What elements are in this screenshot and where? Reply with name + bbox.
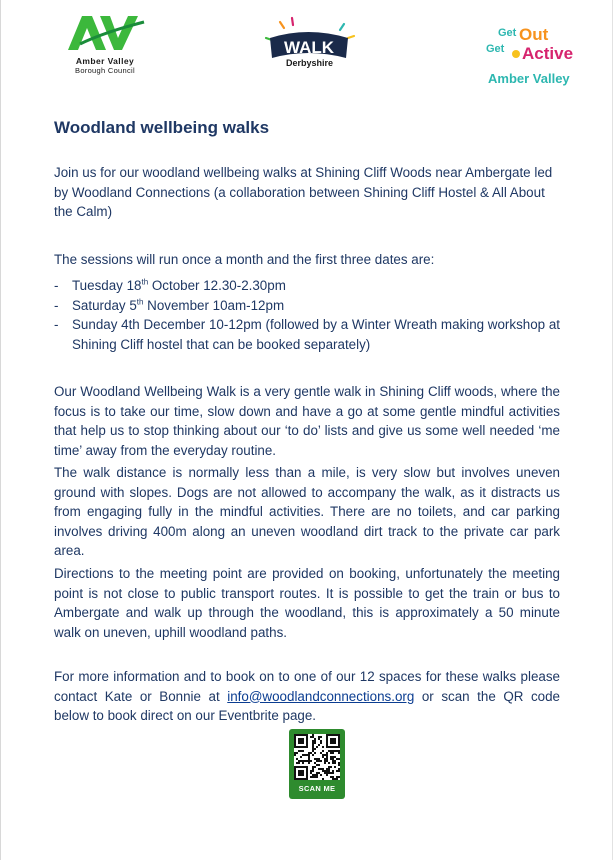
- amber-valley-mark-icon: [60, 14, 150, 56]
- amber-valley-council: Borough Council: [75, 66, 135, 75]
- goa-out: Out: [519, 25, 549, 44]
- qr-matrix: [294, 734, 340, 780]
- list-dash: -: [54, 297, 59, 313]
- date-text: Tuesday 18: [72, 278, 142, 293]
- date-time: October 12.30-2.30pm: [148, 278, 286, 293]
- date-text: Sunday 4th December 10-12pm (followed by a Winter Wreath making workshop at Shining Cliff hostel that can be booked separately): [72, 317, 560, 352]
- list-dash: -: [54, 317, 59, 332]
- amber-valley-logo: [60, 14, 150, 84]
- document-title: Woodland wellbeing walks: [54, 118, 270, 137]
- qr-code-icon: [294, 734, 340, 780]
- goa-get-1: Get: [498, 27, 517, 39]
- list-item: [54, 296, 560, 316]
- goa-active: Active: [522, 44, 574, 63]
- list-dash: -: [54, 278, 59, 293]
- qr-code[interactable]: [289, 729, 345, 799]
- date-text: Saturday 5: [72, 297, 137, 313]
- list-item: [54, 315, 560, 354]
- intro-paragraph: Join us for our woodland wellbeing walks at Shining Cliff Woods near Ambergate led by Woodland Connections (a collaboration between Shining Cliff Hostel & All About the Calm): [54, 165, 553, 219]
- walk-mark-text: WALK: [283, 38, 335, 57]
- sun-icon: [512, 50, 520, 58]
- booking-info-paragraph: [54, 667, 560, 726]
- date-ordinal: th: [136, 297, 144, 307]
- walk-distance-paragraph: The walk distance is normally less than a mile, is very slow but involves uneven ground with slopes. Dogs are not allowed to accompany the walk, as it distracts us from engaging fully in the mindful activities. There are no toilets, and car parking involves driving 400m along an uneven woodland dirt track to the private car park area.: [54, 465, 560, 558]
- directions-paragraph: Directions to the meeting point are provided on booking, unfortunately the meeting point is not close to public transport routes. It is possible to get the train or bus to Ambergate and walk up through the woodland, this is approximately a 50 minute walk on uneven, uphill woodland paths.: [54, 566, 560, 640]
- walk-derbyshire-logo: [258, 16, 362, 76]
- date-ordinal: th: [141, 277, 149, 287]
- get-out-get-active-mark-icon: [484, 22, 584, 70]
- amber-valley-name: Amber Valley: [75, 56, 135, 66]
- walk-description: Our Woodland Wellbeing Walk is a very gentle walk in Shining Cliff woods, where the focus is to take our time, slow down and have a go at some gentle mindful activities that help us to stop thinking about our ‘to do’ lists and give us some well needed ‘me time’ away from the everyday routine.: [54, 384, 560, 458]
- get-out-get-active-logo: [484, 22, 584, 88]
- session-dates-list: [54, 276, 560, 354]
- scan-me-label: SCAN ME: [298, 784, 336, 793]
- walk-derbyshire-sub: Derbyshire: [286, 58, 334, 68]
- goa-area-name: Amber Valley: [488, 71, 570, 86]
- list-item: [54, 276, 560, 296]
- date-time: November 10am-12pm: [143, 297, 285, 313]
- email-link[interactable]: info@woodlandconnections.org: [227, 688, 415, 704]
- info-text-post: or scan the QR code below to book direct on our Eventbrite page.: [54, 688, 560, 723]
- page-edge: [0, 0, 1, 860]
- info-text-pre: For more information and to book on to one of our 12 spaces for these walks please contact Kate or Bonnie at: [54, 669, 560, 704]
- sessions-intro: The sessions will run once a month and the first three dates are:: [54, 252, 435, 267]
- goa-get-2: Get: [486, 43, 505, 55]
